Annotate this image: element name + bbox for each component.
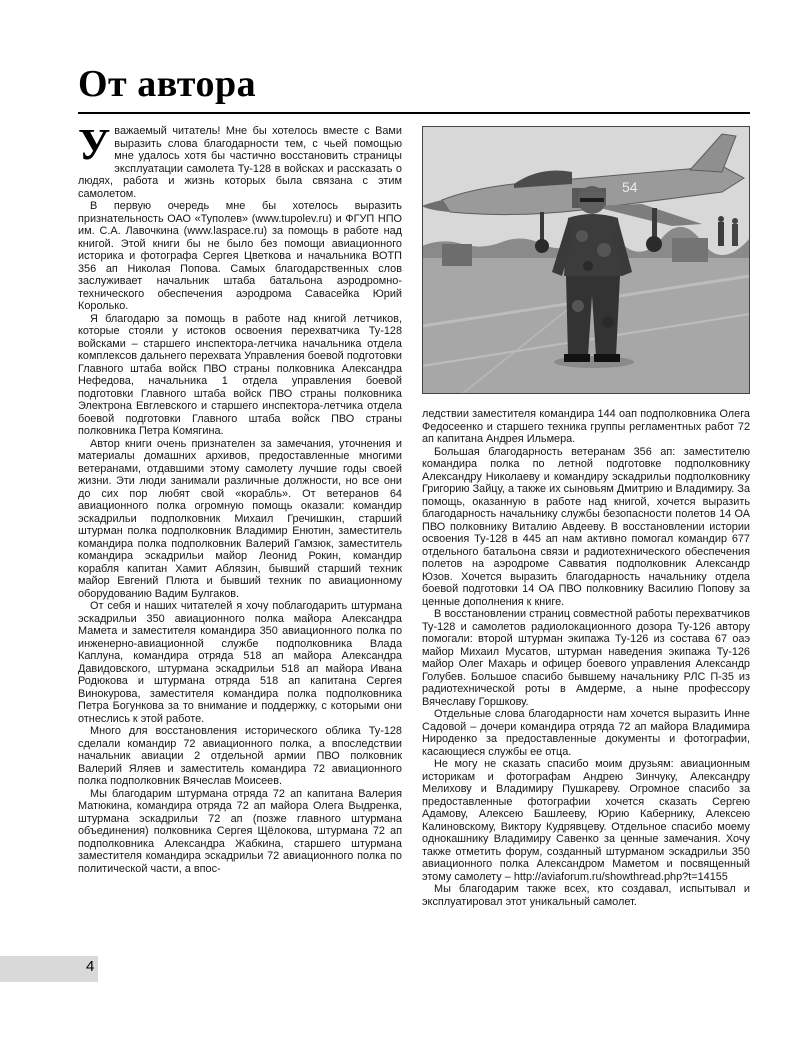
- paragraph: Мы благодарим штурмана отряда 72 ап капитана Валерия Матюкина, командира отряда 72 ап майора Олега Выдренка, штурмана эскадрильи 72 ап (позже главного штурмана объединения) полковника Сергея Щёлокова, штурмана 72 ап подполковника Александра Жабкина, старшего штурмана заместителя командира эскадрильи 72 авиационного полка по политической части, а впос-: [78, 787, 402, 875]
- paragraph: В первую очередь мне бы хотелось выразить признательность ОАО «Туполев» (www.tupolev.ru) и ФГУП НПО им. С.А. Лавочкина (www.laspace.ru) за помощь в работе над книгой. Этой книги бы не было без помощи авиационного историка и фотографа Сергея Цветкова и начальника ВОТП 356 ап Николая Попова. Самых благодарственных слов заслуживает начальник штаба батальона аэродромно-технического обеспечения аэродрома Савасейка Юрий Королько.: [78, 200, 402, 312]
- paragraph: ледствии заместителя командира 144 оап подполковника Олега Федосеенко и старшего техника группы регламентных работ 72 ап капитана Андрея Ильмера.: [422, 408, 750, 445]
- paragraph: Автор книги очень признателен за замечания, уточнения и материалы домашних архивов, предоставленные многими ветеранами, отдавшими этому самолету лучшие годы своей жизни. Эти люди занимали различные должности, но все они до сих пор любят свой «корабль». От ветеранов 64 авиационного полка огромную помощь оказали: командир эскадрильи подполковник Михаил Гречишкин, старший штурман полка подполковник Владимир Енютин, заместитель командира полка подполковник Валерий Гамзюк, заместитель командира эскадрильи майор Леонид Рокин, командир корабля капитан Хамит Аблязин, бывший старший техник майор Евгений Плюта и бывший техник по авиационному оборудованию Вадим Булгаков.: [78, 437, 402, 600]
- title-rule: [78, 112, 750, 114]
- drop-cap: У: [78, 120, 111, 169]
- aircraft-number: 54: [622, 179, 638, 195]
- left-text-column: [78, 120, 402, 875]
- photo-frame: [422, 126, 750, 394]
- right-text-column: [422, 408, 750, 908]
- paragraph: Отдельные слова благодарности нам хочется выразить Инне Садовой – дочери командира отряда 72 ап майора Владимира Нироденко за предоставленные документы и фотографии, касающиеся службы ее отца.: [422, 708, 750, 758]
- page-number-tab: [0, 956, 98, 982]
- paragraph: От себя и наших читателей я хочу поблагодарить штурмана эскадрильи 350 авиационного полка майора Александра Мамета и заместителя командира 350 авиационного полка по инженерно-авиационной службе подполковника Влада Каплуна, командира отряда 518 ап майора Александра Давидовского, штурмана эскадрильи 518 ап майора Ивана Родюкова и штурмана отряда 518 ап капитана Сергея Винокурова, заместителя командира полка подполковника Петра Богункова за то внимание и поддержку, с которыми они отнеслись к этой работе.: [78, 600, 402, 725]
- paragraph: Большая благодарность ветеранам 356 ап: заместителю командира полка по летной подготовке подполковнику Александру Николаеву и командиру эскадрильи подполковнику Григорию Зайцу, а также их сыновьям Дмитрию и Владимиру. За помощь, оказанную в работе над книгой, хочется выразить благодарность начальнику службы безопасности полетов 14 ОА ПВО полковнику Виталию Авдееву. В восстановлении истории освоения Ту-128 в 445 ап нам активно помогал командир 677 отдельного батальона связи и радиотехнического обеспечения полетов на аэродроме Савватия подполковник Александр Юзов. Хочется выразить благодарность начальнику отдела боевой подготовки 14 ОА ПВО полковнику Василию Попову за ценные дополнения к книге.: [422, 445, 750, 608]
- paragraph: Не могу не сказать спасибо моим друзьям: авиационным историкам и фотографам Андрею Зинчуку, Александру Мелихову и Владимиру Пушкареву. Огромное спасибо за предоставленные фотографии хочется сказать Сергею Адамову, Алексею Башлееву, Юрию Кабернику, Алексею Калиновскому, Виктору Кудрявцеву. Отдельное спасибо моему однокашнику Владимиру Савенко за ценные замечания. Хочу также отметить форум, созданный штурманом эскадрильи 350 авиационного полка Александром Маметом и посвященный этому самолету – http://aviaforum.ru/showthread.php?t=14155: [422, 758, 750, 883]
- page-title: От автора: [78, 63, 257, 105]
- paragraph: Я благодарю за помощь в работе над книгой летчиков, которые стояли у истоков освоения перехватчика Ту-128 войсками – старшего инспектора-летчика начальника отдела комплексов дальнего перехвата Управления боевой подготовки Главного штаба войск ПВО страны полковника Александра Нефедова, начальника 1 отдела управления боевой подготовки Главного штаба войск ПВО страны полковника Электрона Евглевского и старшего инспектора-летчика отдела боевой подготовки Главного штаба войск ПВО страны полковника Петра Комягина.: [78, 312, 402, 437]
- paragraph: В восстановлении страниц совместной работы перехватчиков Ту-128 и самолетов радиолокационного дозора Ту-126 автору помогали: второй штурман экипажа Ту-126 из состава 67 оаэ майор Михаил Мусатов, штурман наведения экипажа Ту-126 майор Олег Махарь и офицер боевого управления Александр Голубев. Большое спасибо бывшему начальнику РЛС П-35 из радиотехнической роты в Амдерме, а ныне профессору Вячеславу Горшкову.: [422, 608, 750, 708]
- paragraph: Много для восстановления исторического облика Ту-128 сделали командир 72 авиационного полка, а впоследствии начальник авиации 2 отдельной армии ПВО полковник Валерий Яляев и заместитель командира 72 авиационного полка подполковник Вячеслав Моисеев.: [78, 725, 402, 787]
- paragraph: [78, 120, 402, 200]
- page-number: 4: [86, 958, 95, 975]
- paragraph: Мы благодарим также всех, кто создавал, испытывал и эксплуатировал этот уникальный самолет.: [422, 883, 750, 908]
- paragraph-text: важаемый читатель! Мне бы хотелось вместе с Вами выразить слова благодарности тем, с чьей помощью мне удалось хотя бы частично восстановить страницы эксплуатации самолета Ту-128 в войсках и рассказать о людях, работа и жизнь которых была связана с этим самолетом.: [78, 125, 402, 200]
